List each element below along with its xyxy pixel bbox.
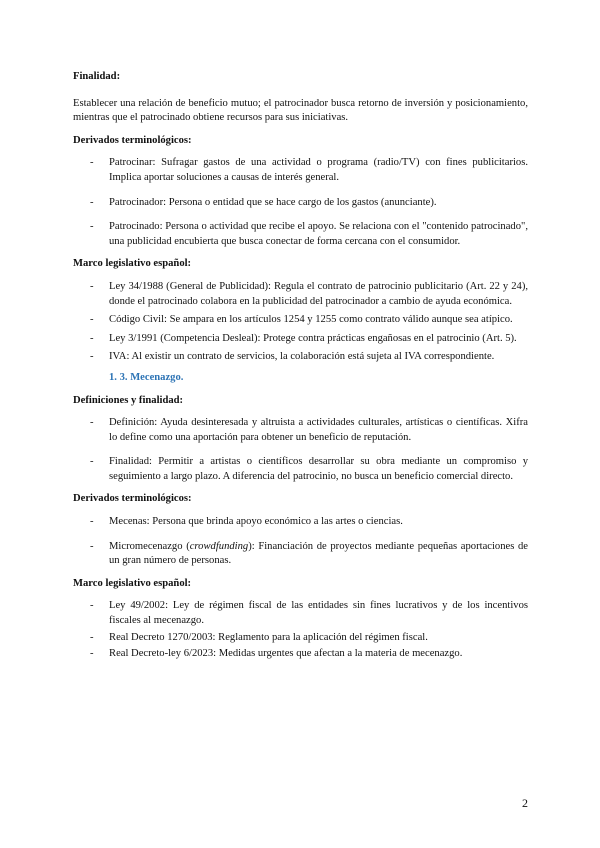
finalidad-text: Establecer una relación de beneficio mutuo; el patrocinador busca retorno de inversión y posicionamiento, mientras que el patrocinado obtiene recursos para sus iniciativas. [73, 97, 528, 124]
marco2-heading: Marco legislativo español: [73, 577, 192, 589]
list-item: - Ley 49/2002: Ley de régimen fiscal de las entidades sin fines lucrativos y de los incentivos fiscales al mecenazgo. [73, 599, 528, 628]
derivados-heading: Derivados terminológicos: [73, 134, 192, 146]
marco-list [73, 280, 528, 365]
derivados-list [73, 156, 528, 249]
list-item: - Mecenas: Persona que brinda apoyo económico a las artes o ciencias. [73, 515, 528, 530]
item-italic: crowdfunding [189, 540, 249, 552]
derivados2-list [73, 515, 528, 569]
marco2-list [73, 599, 528, 661]
list-item: - Código Civil: Se ampara en los artículos 1254 y 1255 como contrato válido aunque sea atípico. [73, 313, 528, 328]
definiciones-list [73, 416, 528, 484]
list-item: - Finalidad: Permitir a artistas o científicos desarrollar su obra mediante un compromiso y seguimiento a largo plazo. A diferencia del patrocinio, no busca un beneficio comercial directo. [73, 455, 528, 484]
list-item: - Real Decreto-ley 6/2023: Medidas urgentes que afectan a la materia de mecenazgo. [73, 647, 528, 662]
list-item: - Definición: Ayuda desinteresada y altruista a actividades culturales, artísticas o científicas. Xifra lo define como una aportación para obtener un beneficio de reputación. [73, 416, 528, 445]
section-title: 1. 3. Mecenazgo. [109, 371, 184, 383]
list-item: - Patrocinar: Sufragar gastos de una actividad o programa (radio/TV) con fines publicitarios. Implica aportar soluciones a causas de interés general. [73, 156, 528, 185]
definiciones-heading: Definiciones y finalidad: [73, 394, 184, 406]
list-item: - Ley 3/1991 (Competencia Desleal): Protege contra prácticas engañosas en el patrocinio (Art. 5). [73, 332, 528, 347]
item-suffix: ): Financiación de proyectos mediante pequeñas aportaciones de un gran número de personas. [109, 540, 528, 567]
list-item: - Ley 34/1988 (General de Publicidad): Regula el contrato de patrocinio publicitario (Art. 22 y 24), donde el patrocinado colabora en la publicidad del patrocinador a cambio de ayuda económica. [73, 280, 528, 309]
marco-heading: Marco legislativo español: [73, 258, 192, 270]
page-content [73, 70, 528, 662]
page-number: 2 [522, 796, 528, 810]
list-item: - Real Decreto 1270/2003: Reglamento para la aplicación del régimen fiscal. [73, 631, 528, 646]
list-item [73, 540, 528, 569]
list-item: - IVA: Al existir un contrato de servicios, la colaboración está sujeta al IVA correspondiente. [73, 350, 528, 365]
finalidad-heading: Finalidad: [73, 71, 121, 82]
item-prefix: Micromecenazgo ( [109, 540, 190, 552]
list-item: - Patrocinador: Persona o entidad que se hace cargo de los gastos (anunciante). [73, 196, 528, 211]
derivados2-heading: Derivados terminológicos: [73, 493, 192, 505]
list-item: - Patrocinado: Persona o actividad que recibe el apoyo. Se relaciona con el "contenido patrocinado", una publicidad encubierta que busca conectar de forma cercana con el consumidor. [73, 220, 528, 249]
